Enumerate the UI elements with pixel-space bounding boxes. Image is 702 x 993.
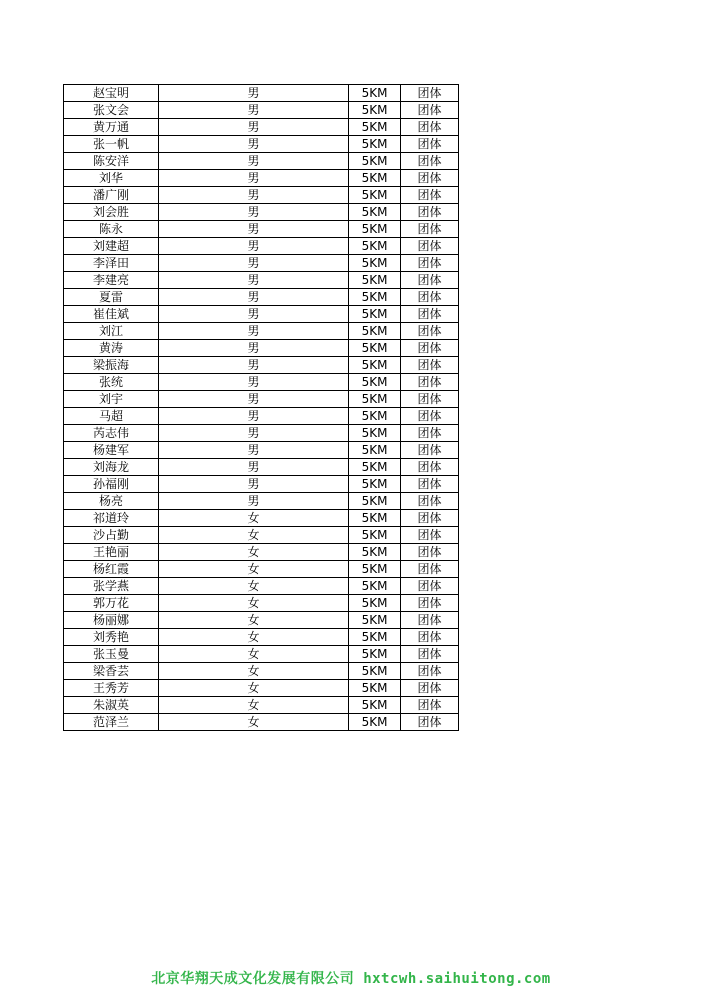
cell-type: 团体 bbox=[401, 459, 459, 476]
cell-gender: 男 bbox=[159, 204, 349, 221]
cell-gender: 女 bbox=[159, 714, 349, 731]
cell-type: 团体 bbox=[401, 595, 459, 612]
participant-table bbox=[63, 84, 459, 731]
cell-distance: 5KM bbox=[349, 357, 401, 374]
cell-distance: 5KM bbox=[349, 459, 401, 476]
cell-type: 团体 bbox=[401, 323, 459, 340]
cell-type: 团体 bbox=[401, 697, 459, 714]
cell-distance: 5KM bbox=[349, 527, 401, 544]
cell-name: 杨丽娜 bbox=[64, 612, 159, 629]
cell-gender: 女 bbox=[159, 612, 349, 629]
cell-gender: 男 bbox=[159, 459, 349, 476]
table-row bbox=[64, 187, 459, 204]
cell-distance: 5KM bbox=[349, 391, 401, 408]
cell-name: 郭万花 bbox=[64, 595, 159, 612]
cell-gender: 男 bbox=[159, 306, 349, 323]
table-row bbox=[64, 680, 459, 697]
cell-distance: 5KM bbox=[349, 442, 401, 459]
table-row bbox=[64, 85, 459, 102]
cell-name: 刘秀艳 bbox=[64, 629, 159, 646]
cell-name: 刘建超 bbox=[64, 238, 159, 255]
cell-distance: 5KM bbox=[349, 697, 401, 714]
cell-gender: 男 bbox=[159, 374, 349, 391]
cell-gender: 女 bbox=[159, 561, 349, 578]
cell-type: 团体 bbox=[401, 663, 459, 680]
cell-gender: 男 bbox=[159, 442, 349, 459]
cell-distance: 5KM bbox=[349, 102, 401, 119]
cell-distance: 5KM bbox=[349, 408, 401, 425]
cell-type: 团体 bbox=[401, 306, 459, 323]
cell-distance: 5KM bbox=[349, 425, 401, 442]
cell-gender: 男 bbox=[159, 289, 349, 306]
table-row bbox=[64, 493, 459, 510]
cell-gender: 男 bbox=[159, 425, 349, 442]
cell-distance: 5KM bbox=[349, 476, 401, 493]
table-row bbox=[64, 459, 459, 476]
cell-name: 张玉曼 bbox=[64, 646, 159, 663]
cell-distance: 5KM bbox=[349, 340, 401, 357]
cell-distance: 5KM bbox=[349, 663, 401, 680]
cell-distance: 5KM bbox=[349, 323, 401, 340]
cell-gender: 男 bbox=[159, 255, 349, 272]
cell-distance: 5KM bbox=[349, 272, 401, 289]
cell-type: 团体 bbox=[401, 646, 459, 663]
cell-type: 团体 bbox=[401, 85, 459, 102]
cell-distance: 5KM bbox=[349, 119, 401, 136]
cell-name: 潘广刚 bbox=[64, 187, 159, 204]
table-row bbox=[64, 697, 459, 714]
cell-type: 团体 bbox=[401, 680, 459, 697]
table-row bbox=[64, 391, 459, 408]
cell-gender: 女 bbox=[159, 578, 349, 595]
table-row bbox=[64, 714, 459, 731]
cell-gender: 男 bbox=[159, 153, 349, 170]
cell-name: 杨红霞 bbox=[64, 561, 159, 578]
cell-distance: 5KM bbox=[349, 85, 401, 102]
cell-type: 团体 bbox=[401, 425, 459, 442]
footer-website: hxtcwh.saihuitong.com bbox=[363, 971, 551, 987]
cell-type: 团体 bbox=[401, 340, 459, 357]
cell-distance: 5KM bbox=[349, 680, 401, 697]
cell-type: 团体 bbox=[401, 527, 459, 544]
cell-gender: 女 bbox=[159, 510, 349, 527]
table-row bbox=[64, 578, 459, 595]
table-row bbox=[64, 323, 459, 340]
cell-type: 团体 bbox=[401, 272, 459, 289]
cell-gender: 男 bbox=[159, 476, 349, 493]
table-row bbox=[64, 306, 459, 323]
cell-gender: 男 bbox=[159, 323, 349, 340]
table-row bbox=[64, 527, 459, 544]
cell-name: 刘海龙 bbox=[64, 459, 159, 476]
cell-gender: 女 bbox=[159, 544, 349, 561]
cell-name: 张一帆 bbox=[64, 136, 159, 153]
cell-type: 团体 bbox=[401, 238, 459, 255]
table-row bbox=[64, 204, 459, 221]
cell-gender: 女 bbox=[159, 663, 349, 680]
cell-gender: 女 bbox=[159, 697, 349, 714]
cell-name: 黄万通 bbox=[64, 119, 159, 136]
cell-type: 团体 bbox=[401, 561, 459, 578]
cell-type: 团体 bbox=[401, 510, 459, 527]
cell-gender: 男 bbox=[159, 357, 349, 374]
cell-type: 团体 bbox=[401, 136, 459, 153]
cell-type: 团体 bbox=[401, 204, 459, 221]
cell-type: 团体 bbox=[401, 578, 459, 595]
cell-distance: 5KM bbox=[349, 374, 401, 391]
cell-type: 团体 bbox=[401, 357, 459, 374]
cell-distance: 5KM bbox=[349, 578, 401, 595]
cell-name: 张统 bbox=[64, 374, 159, 391]
cell-gender: 男 bbox=[159, 136, 349, 153]
table-row bbox=[64, 357, 459, 374]
cell-type: 团体 bbox=[401, 612, 459, 629]
cell-distance: 5KM bbox=[349, 153, 401, 170]
cell-name: 范泽兰 bbox=[64, 714, 159, 731]
table-row bbox=[64, 476, 459, 493]
cell-type: 团体 bbox=[401, 714, 459, 731]
table-row bbox=[64, 442, 459, 459]
cell-distance: 5KM bbox=[349, 204, 401, 221]
cell-distance: 5KM bbox=[349, 544, 401, 561]
cell-gender: 男 bbox=[159, 221, 349, 238]
cell-distance: 5KM bbox=[349, 510, 401, 527]
cell-gender: 女 bbox=[159, 527, 349, 544]
table-row bbox=[64, 221, 459, 238]
cell-name: 沙占勤 bbox=[64, 527, 159, 544]
cell-distance: 5KM bbox=[349, 289, 401, 306]
table-row bbox=[64, 612, 459, 629]
table-row bbox=[64, 119, 459, 136]
cell-name: 刘江 bbox=[64, 323, 159, 340]
cell-name: 张学燕 bbox=[64, 578, 159, 595]
cell-name: 马超 bbox=[64, 408, 159, 425]
cell-gender: 男 bbox=[159, 391, 349, 408]
cell-name: 刘宇 bbox=[64, 391, 159, 408]
cell-distance: 5KM bbox=[349, 238, 401, 255]
cell-gender: 女 bbox=[159, 680, 349, 697]
cell-name: 杨建军 bbox=[64, 442, 159, 459]
table-row bbox=[64, 238, 459, 255]
cell-type: 团体 bbox=[401, 170, 459, 187]
cell-gender: 男 bbox=[159, 85, 349, 102]
cell-gender: 男 bbox=[159, 170, 349, 187]
cell-type: 团体 bbox=[401, 102, 459, 119]
participant-table-body bbox=[64, 85, 459, 731]
cell-distance: 5KM bbox=[349, 561, 401, 578]
cell-distance: 5KM bbox=[349, 612, 401, 629]
cell-type: 团体 bbox=[401, 119, 459, 136]
cell-name: 杨亮 bbox=[64, 493, 159, 510]
cell-gender: 男 bbox=[159, 102, 349, 119]
table-row bbox=[64, 510, 459, 527]
cell-name: 梁香芸 bbox=[64, 663, 159, 680]
table-row bbox=[64, 646, 459, 663]
table-row bbox=[64, 170, 459, 187]
table-row bbox=[64, 663, 459, 680]
cell-type: 团体 bbox=[401, 391, 459, 408]
cell-name: 孙福刚 bbox=[64, 476, 159, 493]
cell-gender: 男 bbox=[159, 493, 349, 510]
cell-type: 团体 bbox=[401, 544, 459, 561]
cell-type: 团体 bbox=[401, 408, 459, 425]
table-row bbox=[64, 272, 459, 289]
cell-distance: 5KM bbox=[349, 595, 401, 612]
cell-distance: 5KM bbox=[349, 629, 401, 646]
cell-distance: 5KM bbox=[349, 255, 401, 272]
table-row bbox=[64, 255, 459, 272]
cell-type: 团体 bbox=[401, 187, 459, 204]
cell-name: 陈安洋 bbox=[64, 153, 159, 170]
cell-name: 祁道玲 bbox=[64, 510, 159, 527]
cell-gender: 男 bbox=[159, 238, 349, 255]
cell-type: 团体 bbox=[401, 476, 459, 493]
cell-gender: 男 bbox=[159, 119, 349, 136]
cell-type: 团体 bbox=[401, 493, 459, 510]
cell-type: 团体 bbox=[401, 289, 459, 306]
cell-type: 团体 bbox=[401, 255, 459, 272]
cell-gender: 女 bbox=[159, 595, 349, 612]
cell-name: 夏雷 bbox=[64, 289, 159, 306]
cell-name: 李建亮 bbox=[64, 272, 159, 289]
cell-name: 黄涛 bbox=[64, 340, 159, 357]
cell-distance: 5KM bbox=[349, 306, 401, 323]
cell-gender: 女 bbox=[159, 646, 349, 663]
table-row bbox=[64, 102, 459, 119]
table-row bbox=[64, 544, 459, 561]
cell-gender: 男 bbox=[159, 340, 349, 357]
cell-type: 团体 bbox=[401, 629, 459, 646]
cell-name: 陈永 bbox=[64, 221, 159, 238]
footer-watermark bbox=[0, 968, 702, 988]
cell-distance: 5KM bbox=[349, 187, 401, 204]
cell-gender: 男 bbox=[159, 272, 349, 289]
table-row bbox=[64, 340, 459, 357]
table-row bbox=[64, 153, 459, 170]
cell-type: 团体 bbox=[401, 153, 459, 170]
cell-type: 团体 bbox=[401, 374, 459, 391]
cell-name: 李泽田 bbox=[64, 255, 159, 272]
cell-name: 芮志伟 bbox=[64, 425, 159, 442]
table-row bbox=[64, 629, 459, 646]
cell-distance: 5KM bbox=[349, 714, 401, 731]
cell-distance: 5KM bbox=[349, 646, 401, 663]
cell-type: 团体 bbox=[401, 442, 459, 459]
table-row bbox=[64, 136, 459, 153]
cell-name: 梁振海 bbox=[64, 357, 159, 374]
cell-name: 王艳丽 bbox=[64, 544, 159, 561]
cell-name: 朱淑英 bbox=[64, 697, 159, 714]
cell-gender: 男 bbox=[159, 408, 349, 425]
table-row bbox=[64, 425, 459, 442]
cell-distance: 5KM bbox=[349, 170, 401, 187]
cell-name: 张文会 bbox=[64, 102, 159, 119]
cell-type: 团体 bbox=[401, 221, 459, 238]
cell-name: 刘华 bbox=[64, 170, 159, 187]
footer-company: 北京华翔天成文化发展有限公司 bbox=[151, 971, 355, 987]
table-row bbox=[64, 374, 459, 391]
cell-name: 王秀芳 bbox=[64, 680, 159, 697]
table-row bbox=[64, 408, 459, 425]
table-row bbox=[64, 289, 459, 306]
cell-distance: 5KM bbox=[349, 493, 401, 510]
cell-name: 刘会胜 bbox=[64, 204, 159, 221]
cell-name: 赵宝明 bbox=[64, 85, 159, 102]
cell-name: 崔佳斌 bbox=[64, 306, 159, 323]
cell-gender: 男 bbox=[159, 187, 349, 204]
table-row bbox=[64, 595, 459, 612]
cell-distance: 5KM bbox=[349, 136, 401, 153]
table-row bbox=[64, 561, 459, 578]
cell-distance: 5KM bbox=[349, 221, 401, 238]
cell-gender: 女 bbox=[159, 629, 349, 646]
